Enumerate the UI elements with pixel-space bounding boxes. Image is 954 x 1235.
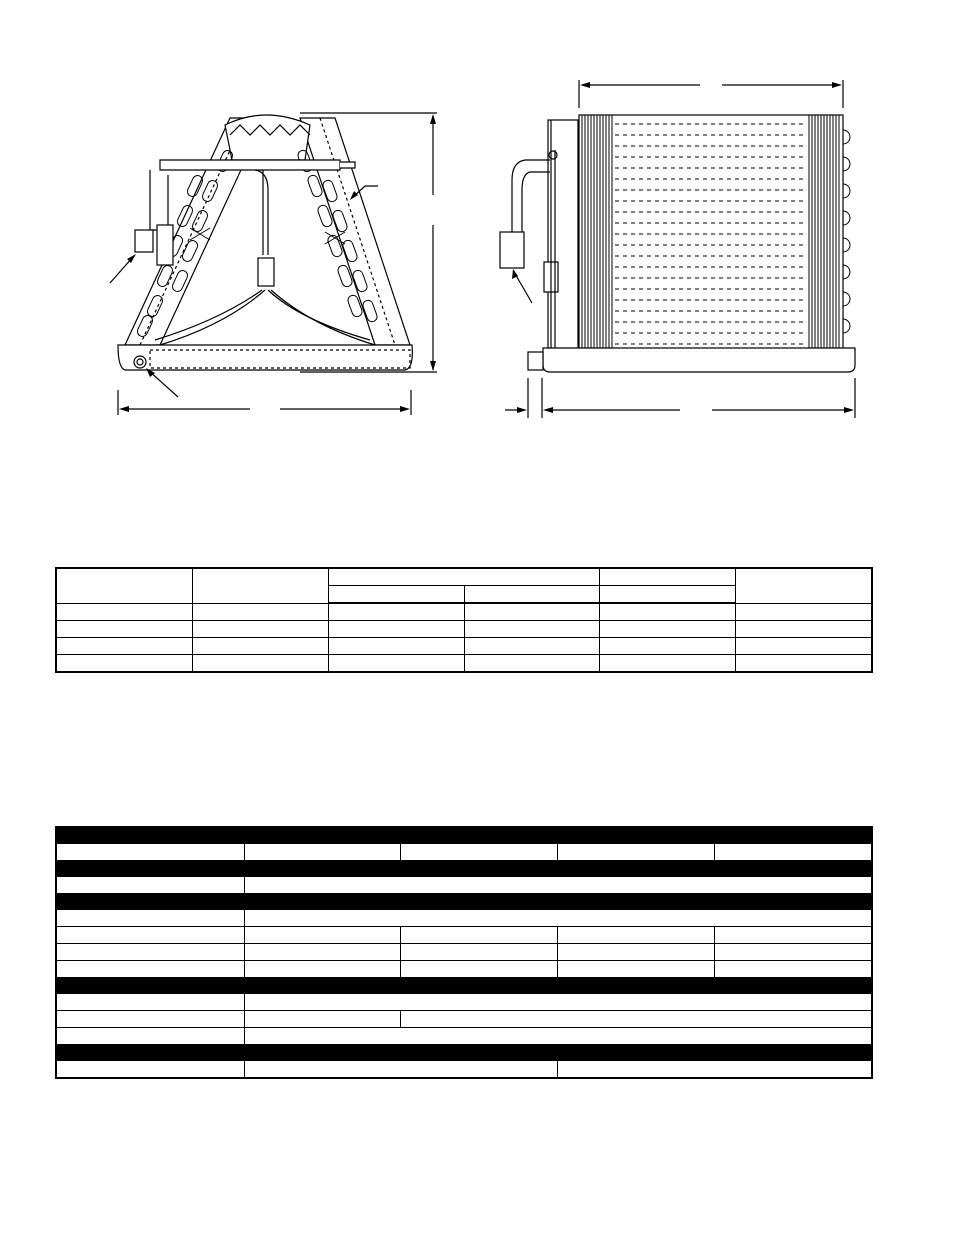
table-cell bbox=[464, 603, 599, 621]
table-cell bbox=[714, 844, 872, 861]
table-header-cell bbox=[56, 568, 192, 603]
table-cell bbox=[56, 1028, 244, 1045]
section-band bbox=[56, 861, 872, 877]
table-header-cell bbox=[400, 827, 557, 844]
table-cell bbox=[56, 638, 192, 655]
table-row bbox=[56, 994, 872, 1011]
table-cell bbox=[328, 638, 464, 655]
specification-table bbox=[55, 826, 873, 1079]
table-cell bbox=[56, 603, 192, 621]
section-band bbox=[56, 978, 872, 994]
table-row bbox=[56, 961, 872, 978]
table-cell bbox=[400, 927, 557, 944]
table-cell bbox=[400, 944, 557, 961]
table-cell bbox=[599, 603, 735, 621]
table-cell bbox=[192, 638, 328, 655]
table-header-cell bbox=[714, 827, 872, 844]
table-cell bbox=[56, 621, 192, 638]
table-cell bbox=[244, 927, 400, 944]
table-row bbox=[56, 910, 872, 927]
table-cell bbox=[400, 1011, 872, 1028]
section-band-cell bbox=[56, 978, 872, 994]
table-cell bbox=[192, 603, 328, 621]
table-cell bbox=[244, 910, 872, 927]
table-cell bbox=[244, 844, 400, 861]
table-cell bbox=[56, 961, 244, 978]
table-cell bbox=[557, 961, 714, 978]
table-cell bbox=[244, 994, 872, 1011]
a-coil-front-view-drawing bbox=[95, 100, 455, 425]
table-header-row bbox=[56, 568, 872, 586]
table-cell bbox=[56, 655, 192, 673]
table-cell bbox=[735, 621, 872, 638]
table-row bbox=[56, 621, 872, 638]
table-header-cell bbox=[557, 827, 714, 844]
section-band-cell bbox=[56, 894, 872, 910]
table-cell bbox=[464, 638, 599, 655]
table-cell bbox=[735, 638, 872, 655]
a-coil-side-view-drawing bbox=[495, 75, 865, 420]
table-cell bbox=[244, 877, 872, 894]
table-cell bbox=[244, 1011, 400, 1028]
table-cell bbox=[192, 655, 328, 673]
table-cell bbox=[192, 621, 328, 638]
table-cell bbox=[714, 927, 872, 944]
table-cell bbox=[557, 844, 714, 861]
table-cell bbox=[557, 1061, 872, 1079]
table-cell bbox=[599, 638, 735, 655]
table-cell bbox=[56, 927, 244, 944]
table-header-cell bbox=[328, 586, 464, 604]
table-cell bbox=[244, 944, 400, 961]
table-cell bbox=[56, 1061, 244, 1079]
table-cell bbox=[56, 844, 244, 861]
table-row bbox=[56, 877, 872, 894]
table-row bbox=[56, 927, 872, 944]
table-cell bbox=[56, 910, 244, 927]
table-header-cell bbox=[328, 568, 599, 586]
table-cell bbox=[56, 877, 244, 894]
table-row bbox=[56, 1011, 872, 1028]
table-cell bbox=[328, 603, 464, 621]
table-header-cell bbox=[599, 586, 735, 604]
table-header-cell bbox=[244, 827, 400, 844]
table-row bbox=[56, 603, 872, 621]
table-header-cell bbox=[464, 586, 599, 604]
table-cell bbox=[464, 621, 599, 638]
table-cell bbox=[599, 655, 735, 673]
section-band-cell bbox=[56, 861, 872, 877]
table-cell bbox=[56, 994, 244, 1011]
table-cell bbox=[56, 1011, 244, 1028]
table-cell bbox=[714, 944, 872, 961]
table-header-cell bbox=[192, 568, 328, 603]
table-cell bbox=[557, 944, 714, 961]
table-row bbox=[56, 655, 872, 673]
table-cell bbox=[400, 961, 557, 978]
table-cell bbox=[400, 844, 557, 861]
table-cell bbox=[328, 655, 464, 673]
table-cell bbox=[735, 655, 872, 673]
table-row bbox=[56, 1061, 872, 1079]
table-cell bbox=[328, 621, 464, 638]
table-cell bbox=[56, 944, 244, 961]
table-row bbox=[56, 944, 872, 961]
section-band bbox=[56, 894, 872, 910]
table-header-cell bbox=[599, 568, 735, 586]
table-header-row bbox=[56, 827, 872, 844]
section-band bbox=[56, 1045, 872, 1061]
table-header-cell bbox=[735, 568, 872, 603]
dimension-table bbox=[55, 567, 873, 673]
table-cell bbox=[244, 1061, 557, 1079]
table-cell bbox=[244, 1028, 872, 1045]
table-row bbox=[56, 1028, 872, 1045]
section-band-cell bbox=[56, 1045, 872, 1061]
table-header-cell bbox=[56, 827, 244, 844]
table-cell bbox=[735, 603, 872, 621]
table-row bbox=[56, 638, 872, 655]
table-cell bbox=[599, 621, 735, 638]
table-cell bbox=[714, 961, 872, 978]
table-cell bbox=[557, 927, 714, 944]
table-cell bbox=[464, 655, 599, 673]
table-row bbox=[56, 844, 872, 861]
table-cell bbox=[244, 961, 400, 978]
